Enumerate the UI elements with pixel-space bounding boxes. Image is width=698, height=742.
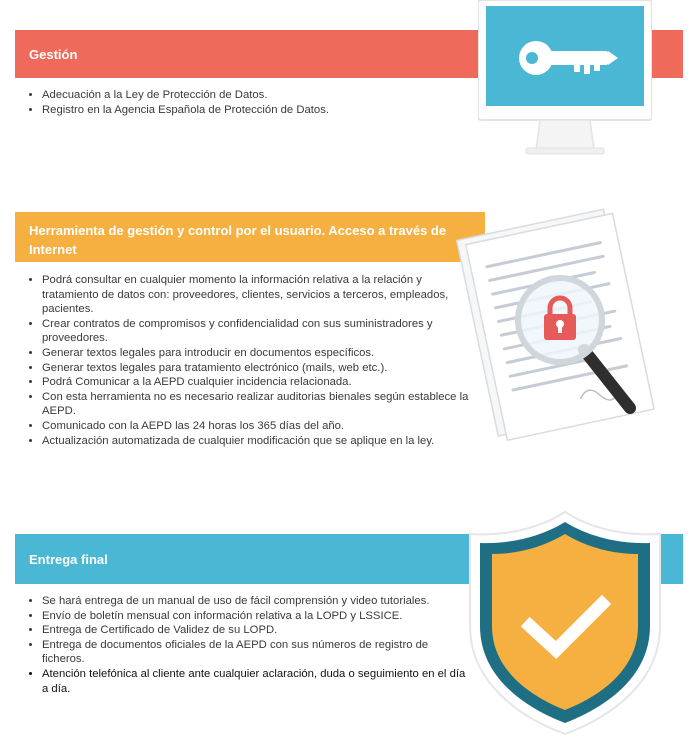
list-item: • Con esta herramienta no es necesario realizar auditorias bienales según establece la AEPD. [42, 390, 472, 419]
monitor-key-icon [478, 0, 652, 164]
section-title: Gestión [29, 46, 78, 62]
section-title: Entrega final [29, 551, 108, 567]
list-item: • Podrá Comunicar a la AEPD cualquier incidencia relacionada. [42, 375, 472, 390]
list-item: • Adecuación a la Ley de Protección de Datos. [42, 88, 442, 103]
list-item: • Generar textos legales para tratamiento electrónico (mails, web etc.). [42, 361, 472, 376]
list-item: • Atención telefónica al cliente ante cualquier aclaración, duda o seguimiento en el día a día. [42, 667, 472, 696]
list-item: • Actualización automatizada de cualquier modificación que se aplique en la ley. [42, 434, 472, 449]
section-title: Herramienta de gestión y control por el usuario. Acceso a través de Internet [29, 223, 447, 257]
list-item: • Registro en la Agencia Española de Protección de Datos. [42, 103, 442, 118]
herramienta-list [29, 273, 472, 448]
list-item: • Crear contratos de compromisos y confidencialidad con sus suministradores y proveedores. [42, 317, 472, 346]
document-magnifier-lock-icon [444, 198, 664, 448]
list-item: • Envío de boletín mensual con información relativa a la LOPD y LSSICE. [42, 609, 472, 624]
list-item: • Comunicado con la AEPD las 24 horas los 365 días del año. [42, 419, 472, 434]
gestion-list [29, 88, 442, 117]
shield-check-icon [462, 508, 668, 738]
list-item: • Se hará entrega de un manual de uso de fácil comprensión y video tutoriales. [42, 594, 472, 609]
list-item: • Podrá consultar en cualquier momento la información relativa a la relación y tratamiento de datos con: proveedores, clientes, servicios a terceros, empleados, pacientes. [42, 273, 472, 317]
list-item: • Generar textos legales para introducir en documentos específicos. [42, 346, 472, 361]
list-item: • Entrega de documentos oficiales de la AEPD con sus números de registro de ficheros. [42, 638, 472, 667]
section-header-herramienta [15, 212, 485, 262]
list-item: • Entrega de Certificado de Validez de su LOPD. [42, 623, 472, 638]
entrega-list [29, 594, 472, 696]
